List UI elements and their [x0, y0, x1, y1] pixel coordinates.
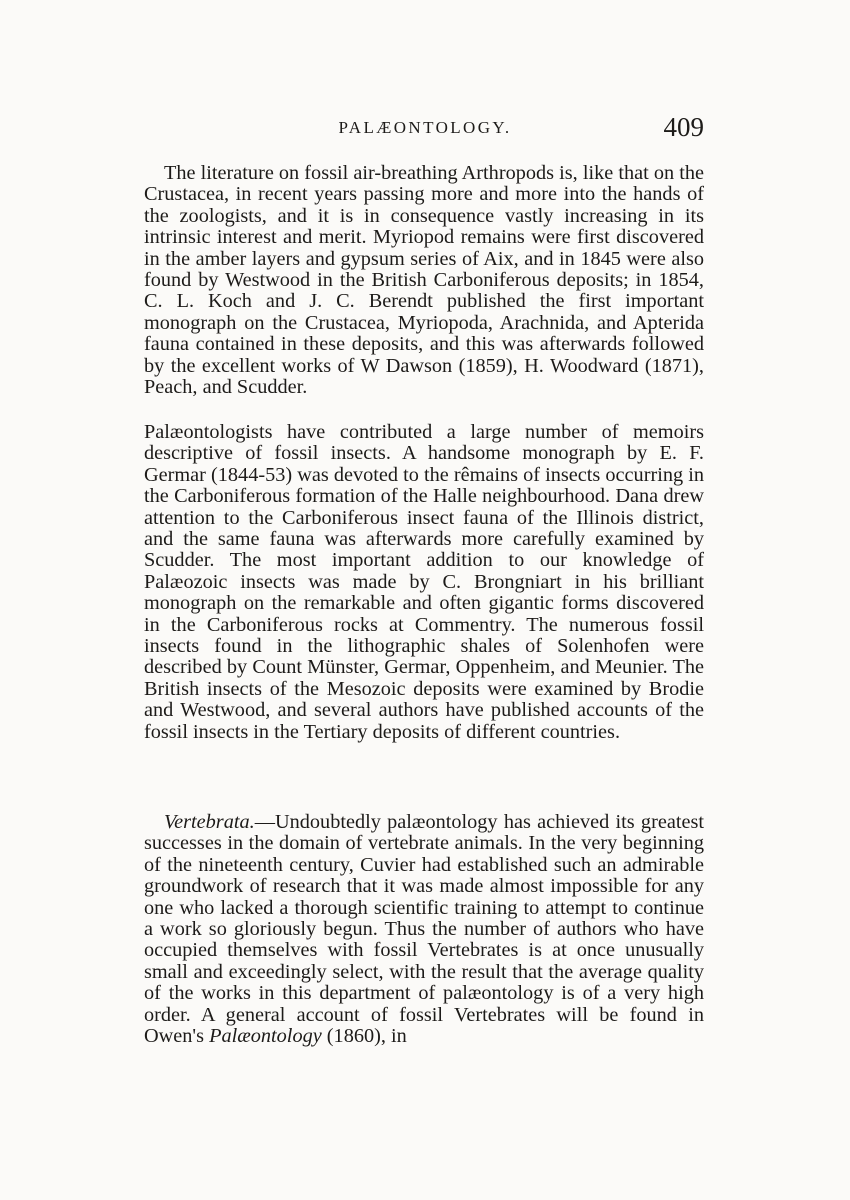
- running-title: PALÆONTOLOGY.: [338, 118, 512, 137]
- paragraph-3-text: —Undoubtedly palæontology has achieved its greatest successes in the domain of vertebrate animals. In the very beginning of the nineteenth century, Cuvier had established such an admirable groundwork of research that it was made almost impossible for any one who lacked a thorough scientific training to attempt to continue a work so gloriously begun. Thus the number of authors who have occupied themselves with fossil Vertebrates is at once unusually small and exceedingly select, with the result that the average quality of the works in this department of palæontology is of a very high order. A general account of fossil Vertebrates will be found in Owen's: [144, 811, 704, 1048]
- paragraph-text: [144, 422, 704, 743]
- section-heading-vertebrata: Vertebrata.: [164, 811, 255, 833]
- running-head: [0, 112, 850, 142]
- paragraph-3-text-end: (1860), in: [321, 1025, 407, 1048]
- book-title-palaeontology: Palæontology: [209, 1025, 322, 1048]
- paragraph-arthropods: [144, 163, 704, 398]
- paragraph-text: [144, 812, 704, 1047]
- paragraph-vertebrata: [144, 812, 704, 1047]
- paragraph-1-text: The literature on fossil air-breathing Arthropods is, like that on the Crustacea, in recent years passing more and more into the hands of the zoologists, and it is in consequence vastly increasing in its intrinsic interest and merit. Myriopod remains were first discovered in the amber layers and gypsum series of Aix, and in 1845 were also found by Westwood in the British Carboniferous deposits; in 1854, C. L. Koch and J. C. Berendt published the first important monograph on the Crustacea, Myriopoda, Arachnida, and Apterida fauna contained in these deposits, and this was afterwards followed by the excellent works of W Dawson (1859), H. Woodward (1871), Peach, and Scudder.: [144, 162, 704, 399]
- page-number: 409: [663, 112, 704, 142]
- paragraph-fossil-insects: [144, 422, 704, 743]
- paragraph-2-text: Palæontologists have contributed a large number of memoirs descriptive of fossil insects. A handsome monograph by E. F. Germar (1844-53) was devoted to the rêmains of insects occurring in the Carboniferous formation of the Halle neighbourhood. Dana drew attention to the Carboniferous insect fauna of the Illinois district, and the same fauna was afterwards more carefully examined by Scudder. The most important addition to our knowledge of Palæozoic insects was made by C. Brongniart in his brilliant monograph on the remarkable and often gigantic forms discovered in the Carboniferous rocks at Commentry. The numerous fossil insects found in the lithographic shales of Solenhofen were described by Count Münster, Germar, Oppenheim, and Meunier. The British insects of the Mesozoic deposits were examined by Brodie and Westwood, and several authors have published accounts of the fossil insects in the Tertiary deposits of different countries.: [144, 421, 704, 743]
- paragraph-text: [144, 163, 704, 398]
